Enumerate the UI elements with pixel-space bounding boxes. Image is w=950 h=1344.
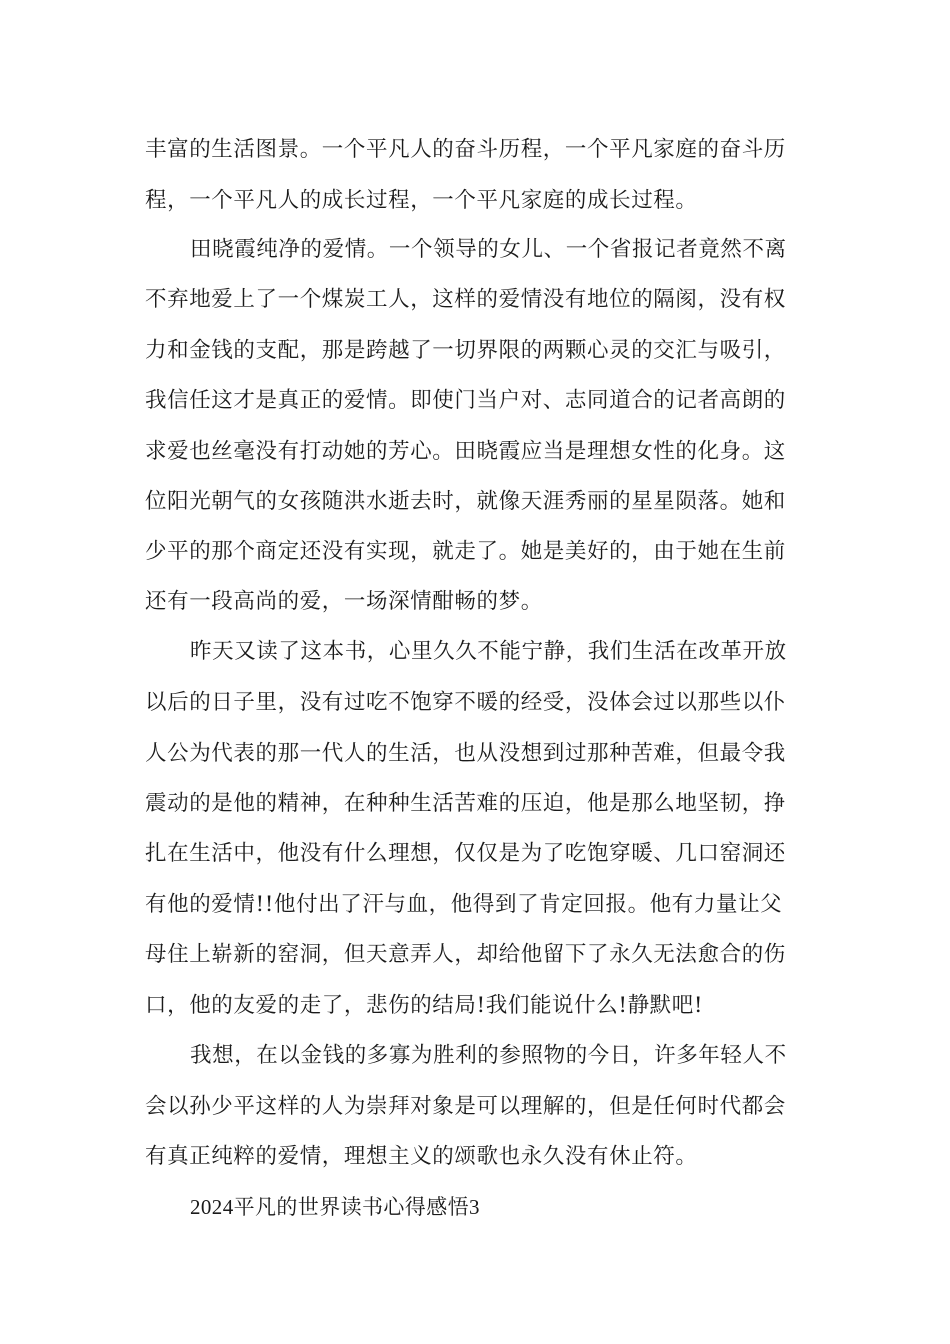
section-title: 2024平凡的世界读书心得感悟3 [190,1195,480,1219]
paragraph-3-line-2: 以后的日子里，没有过吃不饱穿不暖的经受，没体会过以那些以仆 [145,690,786,715]
paragraph-3-line-5: 扎在生活中，他没有什么理想，仅仅是为了吃饱穿暖、几口窑洞还 [145,841,786,866]
paragraph-3-line-8: 口，他的友爱的走了，悲伤的结局!我们能说什么!静默吧! [145,993,704,1018]
paragraph-1-line-2: 程，一个平凡人的成长过程，一个平凡家庭的成长过程。 [145,188,698,213]
paragraph-2-line-4: 我信任这才是真正的爱情。即使门当户对、志同道合的记者高朗的 [145,388,786,413]
paragraph-4-line-2: 会以孙少平这样的人为崇拜对象是可以理解的，但是任何时代都会 [145,1094,786,1119]
paragraph-2-line-3: 力和金钱的支配，那是跨越了一切界限的两颗心灵的交汇与吸引， [145,338,786,363]
paragraph-2-line-5: 求爱也丝毫没有打动她的芳心。田晓霞应当是理想女性的化身。这 [145,439,786,464]
paragraph-4-line-3: 有真正纯粹的爱情，理想主义的颂歌也永久没有休止符。 [145,1144,698,1169]
paragraph-3-line-1: 昨天又读了这本书，心里久久不能宁静，我们生活在改革开放 [190,639,787,664]
paragraph-1-line-1: 丰富的生活图景。一个平凡人的奋斗历程，一个平凡家庭的奋斗历 [145,137,786,162]
paragraph-2-line-7: 少平的那个商定还没有实现，就走了。她是美好的，由于她在生前 [145,539,786,564]
paragraph-2-line-2: 不弃地爱上了一个煤炭工人，这样的爱情没有地位的隔阂，没有权 [145,287,786,312]
paragraph-3-line-4: 震动的是他的精神，在种种生活苦难的压迫，他是那么地坚韧，挣 [145,791,786,816]
paragraph-4-line-1: 我想，在以金钱的多寡为胜利的参照物的今日，许多年轻人不 [190,1043,787,1068]
paragraph-2-line-6: 位阳光朝气的女孩随洪水逝去时，就像天涯秀丽的星星陨落。她和 [145,489,786,514]
paragraph-3-line-6: 有他的爱情!!他付出了汗与血，他得到了肯定回报。他有力量让父 [145,892,783,917]
paragraph-3-line-7: 母住上崭新的窑洞，但天意弄人，却给他留下了永久无法愈合的伤 [145,942,786,967]
paragraph-2-line-8: 还有一段高尚的爱，一场深情酣畅的梦。 [145,589,543,614]
paragraph-2-line-1: 田晓霞纯净的爱情。一个领导的女儿、一个省报记者竟然不离 [190,237,787,262]
paragraph-3-line-3: 人公为代表的那一代人的生活，也从没想到过那种苦难，但最令我 [145,741,786,766]
